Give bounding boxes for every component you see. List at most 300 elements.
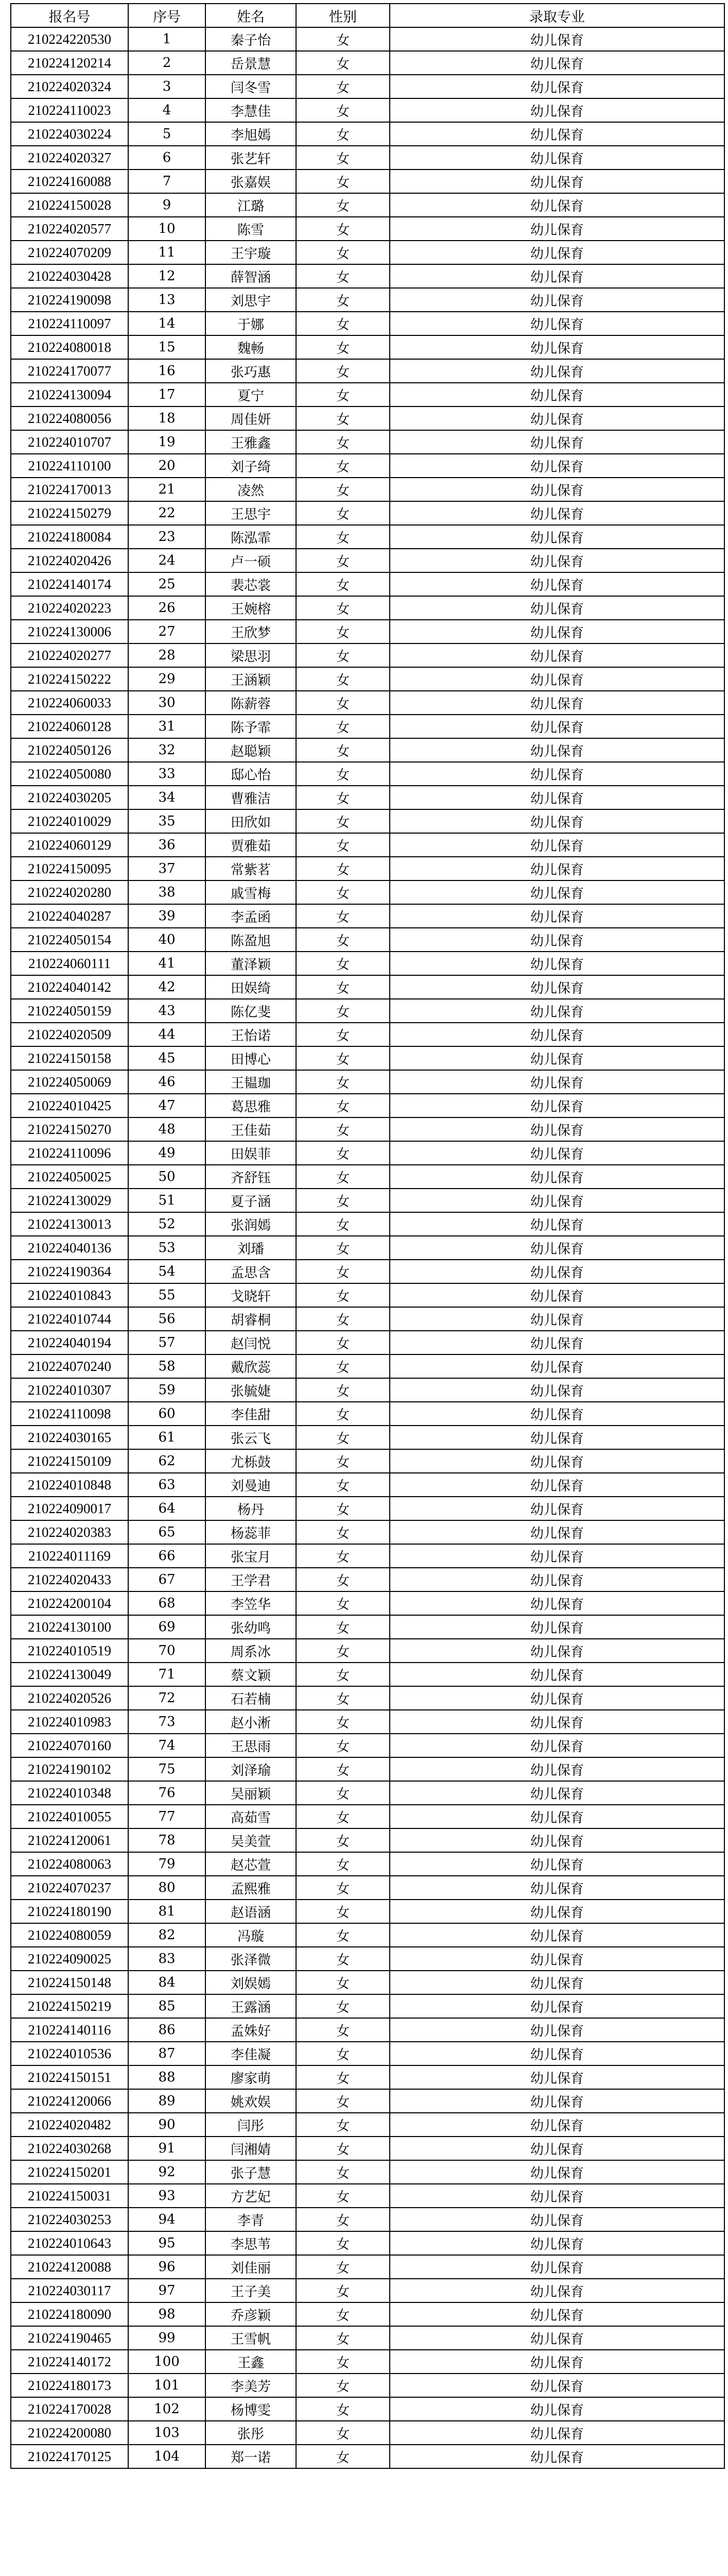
cell-registration-number: 210224170013 bbox=[11, 478, 128, 501]
cell-name: 贾雅茹 bbox=[205, 833, 296, 857]
cell-registration-number: 210224110023 bbox=[11, 98, 128, 122]
table-row bbox=[11, 2421, 724, 2445]
cell-gender: 女 bbox=[296, 2137, 390, 2160]
cell-gender: 女 bbox=[296, 1449, 390, 1473]
cell-gender: 女 bbox=[296, 170, 390, 193]
table-row bbox=[11, 1663, 724, 1686]
cell-gender: 女 bbox=[296, 335, 390, 359]
cell-admitted-major: 幼儿保育 bbox=[390, 2208, 724, 2231]
cell-registration-number: 210224050080 bbox=[11, 762, 128, 786]
cell-name: 刘佳丽 bbox=[205, 2255, 296, 2279]
table-row bbox=[11, 904, 724, 928]
cell-name: 李青 bbox=[205, 2208, 296, 2231]
cell-admitted-major: 幼儿保育 bbox=[390, 2421, 724, 2445]
cell-gender: 女 bbox=[296, 2231, 390, 2255]
cell-name: 杨丹 bbox=[205, 1497, 296, 1520]
cell-registration-number: 210224010744 bbox=[11, 1307, 128, 1331]
cell-serial-number: 49 bbox=[128, 1141, 205, 1165]
cell-registration-number: 210224050159 bbox=[11, 999, 128, 1023]
cell-gender: 女 bbox=[296, 572, 390, 596]
cell-registration-number: 210224180084 bbox=[11, 525, 128, 549]
cell-name: 戴欣蕊 bbox=[205, 1354, 296, 1378]
cell-name: 杨蕊菲 bbox=[205, 1520, 296, 1544]
table-row bbox=[11, 809, 724, 833]
cell-admitted-major: 幼儿保育 bbox=[390, 1900, 724, 1923]
table-row bbox=[11, 2184, 724, 2208]
cell-gender: 女 bbox=[296, 1710, 390, 1734]
cell-gender: 女 bbox=[296, 1971, 390, 1994]
cell-admitted-major: 幼儿保育 bbox=[390, 2160, 724, 2184]
cell-gender: 女 bbox=[296, 1331, 390, 1354]
cell-admitted-major: 幼儿保育 bbox=[390, 1307, 724, 1331]
cell-serial-number: 76 bbox=[128, 1781, 205, 1805]
cell-name: 冯璇 bbox=[205, 1923, 296, 1947]
table-row bbox=[11, 738, 724, 762]
cell-admitted-major: 幼儿保育 bbox=[390, 2397, 724, 2421]
cell-gender: 女 bbox=[296, 2208, 390, 2231]
cell-name: 岳景慧 bbox=[205, 51, 296, 75]
header-registration-number: 报名号 bbox=[11, 4, 128, 27]
table-row bbox=[11, 715, 724, 738]
cell-name: 赵小淅 bbox=[205, 1710, 296, 1734]
cell-name: 张巧惠 bbox=[205, 359, 296, 383]
cell-gender: 女 bbox=[296, 430, 390, 454]
table-row bbox=[11, 596, 724, 620]
cell-name: 刘思宇 bbox=[205, 288, 296, 312]
cell-name: 方艺妃 bbox=[205, 2184, 296, 2208]
table-row bbox=[11, 2255, 724, 2279]
cell-serial-number: 23 bbox=[128, 525, 205, 549]
cell-name: 张泽微 bbox=[205, 1947, 296, 1971]
cell-admitted-major: 幼儿保育 bbox=[390, 1852, 724, 1876]
cell-registration-number: 210224180190 bbox=[11, 1900, 128, 1923]
cell-serial-number: 75 bbox=[128, 1757, 205, 1781]
cell-admitted-major: 幼儿保育 bbox=[390, 1260, 724, 1283]
table-row bbox=[11, 406, 724, 430]
cell-admitted-major: 幼儿保育 bbox=[390, 264, 724, 288]
cell-serial-number: 82 bbox=[128, 1923, 205, 1947]
table-row bbox=[11, 1402, 724, 1426]
cell-serial-number: 16 bbox=[128, 359, 205, 383]
cell-registration-number: 210224130006 bbox=[11, 620, 128, 643]
table-row bbox=[11, 1828, 724, 1852]
cell-gender: 女 bbox=[296, 2445, 390, 2468]
cell-serial-number: 78 bbox=[128, 1828, 205, 1852]
cell-admitted-major: 幼儿保育 bbox=[390, 1639, 724, 1663]
cell-name: 乔彦颖 bbox=[205, 2302, 296, 2326]
cell-admitted-major: 幼儿保育 bbox=[390, 2184, 724, 2208]
cell-serial-number: 79 bbox=[128, 1852, 205, 1876]
cell-name: 李慧佳 bbox=[205, 98, 296, 122]
cell-serial-number: 21 bbox=[128, 478, 205, 501]
table-row bbox=[11, 975, 724, 999]
cell-admitted-major: 幼儿保育 bbox=[390, 1544, 724, 1568]
cell-admitted-major: 幼儿保育 bbox=[390, 2137, 724, 2160]
cell-admitted-major: 幼儿保育 bbox=[390, 1947, 724, 1971]
cell-name: 李孟函 bbox=[205, 904, 296, 928]
cell-serial-number: 98 bbox=[128, 2302, 205, 2326]
cell-gender: 女 bbox=[296, 1165, 390, 1189]
cell-serial-number: 68 bbox=[128, 1591, 205, 1615]
cell-admitted-major: 幼儿保育 bbox=[390, 1520, 724, 1544]
cell-gender: 女 bbox=[296, 1757, 390, 1781]
table-row bbox=[11, 1023, 724, 1046]
table-row bbox=[11, 786, 724, 809]
cell-admitted-major: 幼儿保育 bbox=[390, 1141, 724, 1165]
table-row bbox=[11, 1544, 724, 1568]
cell-gender: 女 bbox=[296, 146, 390, 170]
cell-admitted-major: 幼儿保育 bbox=[390, 952, 724, 975]
cell-gender: 女 bbox=[296, 1070, 390, 1094]
cell-name: 刘璠 bbox=[205, 1236, 296, 1260]
cell-registration-number: 210224120066 bbox=[11, 2089, 128, 2113]
cell-serial-number: 10 bbox=[128, 217, 205, 241]
cell-registration-number: 210224020433 bbox=[11, 1568, 128, 1591]
cell-gender: 女 bbox=[296, 2160, 390, 2184]
cell-admitted-major: 幼儿保育 bbox=[390, 1212, 724, 1236]
cell-serial-number: 91 bbox=[128, 2137, 205, 2160]
cell-registration-number: 210224030165 bbox=[11, 1426, 128, 1449]
table-row bbox=[11, 643, 724, 667]
cell-registration-number: 210224050025 bbox=[11, 1165, 128, 1189]
cell-gender: 女 bbox=[296, 1283, 390, 1307]
table-row bbox=[11, 312, 724, 335]
cell-serial-number: 13 bbox=[128, 288, 205, 312]
cell-registration-number: 210224020526 bbox=[11, 1686, 128, 1710]
cell-gender: 女 bbox=[296, 2113, 390, 2137]
cell-admitted-major: 幼儿保育 bbox=[390, 75, 724, 98]
cell-admitted-major: 幼儿保育 bbox=[390, 1663, 724, 1686]
cell-serial-number: 35 bbox=[128, 809, 205, 833]
cell-name: 陈雪 bbox=[205, 217, 296, 241]
cell-registration-number: 210224010707 bbox=[11, 430, 128, 454]
cell-registration-number: 210224190102 bbox=[11, 1757, 128, 1781]
cell-gender: 女 bbox=[296, 1189, 390, 1212]
cell-name: 张宝月 bbox=[205, 1544, 296, 1568]
cell-registration-number: 210224040136 bbox=[11, 1236, 128, 1260]
cell-name: 李思苇 bbox=[205, 2231, 296, 2255]
cell-serial-number: 85 bbox=[128, 1994, 205, 2018]
cell-gender: 女 bbox=[296, 2042, 390, 2065]
cell-serial-number: 43 bbox=[128, 999, 205, 1023]
cell-admitted-major: 幼儿保育 bbox=[390, 549, 724, 572]
cell-admitted-major: 幼儿保育 bbox=[390, 904, 724, 928]
cell-serial-number: 103 bbox=[128, 2421, 205, 2445]
cell-gender: 女 bbox=[296, 1900, 390, 1923]
cell-name: 闫彤 bbox=[205, 2113, 296, 2137]
cell-admitted-major: 幼儿保育 bbox=[390, 1023, 724, 1046]
table-row bbox=[11, 2374, 724, 2397]
cell-gender: 女 bbox=[296, 359, 390, 383]
cell-gender: 女 bbox=[296, 620, 390, 643]
table-row bbox=[11, 383, 724, 406]
cell-admitted-major: 幼儿保育 bbox=[390, 857, 724, 880]
table-row bbox=[11, 1686, 724, 1710]
cell-serial-number: 6 bbox=[128, 146, 205, 170]
cell-name: 王涵颖 bbox=[205, 667, 296, 691]
cell-gender: 女 bbox=[296, 738, 390, 762]
cell-serial-number: 2 bbox=[128, 51, 205, 75]
table-body bbox=[11, 27, 724, 2468]
header-row bbox=[11, 4, 724, 27]
cell-serial-number: 58 bbox=[128, 1354, 205, 1378]
cell-name: 王佳茹 bbox=[205, 1117, 296, 1141]
cell-admitted-major: 幼儿保育 bbox=[390, 51, 724, 75]
cell-admitted-major: 幼儿保育 bbox=[390, 643, 724, 667]
table-row bbox=[11, 2089, 724, 2113]
cell-serial-number: 55 bbox=[128, 1283, 205, 1307]
cell-admitted-major: 幼儿保育 bbox=[390, 27, 724, 51]
table-row bbox=[11, 2042, 724, 2065]
cell-name: 廖家萌 bbox=[205, 2065, 296, 2089]
cell-serial-number: 11 bbox=[128, 241, 205, 264]
header-serial-number: 序号 bbox=[128, 4, 205, 27]
table-row bbox=[11, 1260, 724, 1283]
cell-registration-number: 210224150148 bbox=[11, 1971, 128, 1994]
cell-registration-number: 210224020482 bbox=[11, 2113, 128, 2137]
cell-gender: 女 bbox=[296, 406, 390, 430]
cell-admitted-major: 幼儿保育 bbox=[390, 880, 724, 904]
cell-serial-number: 62 bbox=[128, 1449, 205, 1473]
cell-gender: 女 bbox=[296, 2065, 390, 2089]
cell-name: 王宇璇 bbox=[205, 241, 296, 264]
cell-registration-number: 210224170125 bbox=[11, 2445, 128, 2468]
cell-serial-number: 22 bbox=[128, 501, 205, 525]
cell-gender: 女 bbox=[296, 1046, 390, 1070]
cell-serial-number: 7 bbox=[128, 170, 205, 193]
cell-registration-number: 210224060111 bbox=[11, 952, 128, 975]
cell-name: 夏宁 bbox=[205, 383, 296, 406]
cell-gender: 女 bbox=[296, 1734, 390, 1757]
table-row bbox=[11, 1117, 724, 1141]
cell-admitted-major: 幼儿保育 bbox=[390, 809, 724, 833]
cell-gender: 女 bbox=[296, 1212, 390, 1236]
cell-admitted-major: 幼儿保育 bbox=[390, 1805, 724, 1828]
cell-gender: 女 bbox=[296, 1947, 390, 1971]
cell-admitted-major: 幼儿保育 bbox=[390, 1117, 724, 1141]
cell-registration-number: 210224140174 bbox=[11, 572, 128, 596]
cell-registration-number: 210224010348 bbox=[11, 1781, 128, 1805]
cell-name: 江璐 bbox=[205, 193, 296, 217]
cell-registration-number: 210224040287 bbox=[11, 904, 128, 928]
cell-name: 王雪帆 bbox=[205, 2326, 296, 2350]
cell-registration-number: 210224010536 bbox=[11, 2042, 128, 2065]
cell-admitted-major: 幼儿保育 bbox=[390, 1828, 724, 1852]
cell-admitted-major: 幼儿保育 bbox=[390, 1497, 724, 1520]
cell-name: 刘子绮 bbox=[205, 454, 296, 478]
cell-name: 杨博雯 bbox=[205, 2397, 296, 2421]
cell-serial-number: 71 bbox=[128, 1663, 205, 1686]
cell-gender: 女 bbox=[296, 786, 390, 809]
cell-gender: 女 bbox=[296, 501, 390, 525]
cell-registration-number: 210224030224 bbox=[11, 122, 128, 146]
cell-admitted-major: 幼儿保育 bbox=[390, 98, 724, 122]
cell-admitted-major: 幼儿保育 bbox=[390, 596, 724, 620]
cell-serial-number: 89 bbox=[128, 2089, 205, 2113]
cell-admitted-major: 幼儿保育 bbox=[390, 1331, 724, 1354]
cell-gender: 女 bbox=[296, 1141, 390, 1165]
cell-registration-number: 210224020277 bbox=[11, 643, 128, 667]
table-row bbox=[11, 146, 724, 170]
cell-serial-number: 47 bbox=[128, 1094, 205, 1117]
cell-registration-number: 210224070160 bbox=[11, 1734, 128, 1757]
cell-gender: 女 bbox=[296, 1994, 390, 2018]
cell-name: 孟熙雅 bbox=[205, 1876, 296, 1900]
table-row bbox=[11, 1947, 724, 1971]
table-row bbox=[11, 2208, 724, 2231]
cell-registration-number: 210224120214 bbox=[11, 51, 128, 75]
cell-serial-number: 56 bbox=[128, 1307, 205, 1331]
cell-registration-number: 210224030428 bbox=[11, 264, 128, 288]
cell-serial-number: 72 bbox=[128, 1686, 205, 1710]
cell-admitted-major: 幼儿保育 bbox=[390, 1568, 724, 1591]
cell-admitted-major: 幼儿保育 bbox=[390, 1402, 724, 1426]
cell-registration-number: 210224020223 bbox=[11, 596, 128, 620]
cell-serial-number: 1 bbox=[128, 27, 205, 51]
cell-gender: 女 bbox=[296, 1236, 390, 1260]
table-row bbox=[11, 1900, 724, 1923]
cell-serial-number: 95 bbox=[128, 2231, 205, 2255]
cell-registration-number: 210224010425 bbox=[11, 1094, 128, 1117]
cell-gender: 女 bbox=[296, 928, 390, 952]
cell-registration-number: 210224010843 bbox=[11, 1283, 128, 1307]
cell-serial-number: 28 bbox=[128, 643, 205, 667]
cell-serial-number: 25 bbox=[128, 572, 205, 596]
cell-gender: 女 bbox=[296, 122, 390, 146]
cell-registration-number: 210224170077 bbox=[11, 359, 128, 383]
table-row bbox=[11, 2113, 724, 2137]
cell-admitted-major: 幼儿保育 bbox=[390, 1591, 724, 1615]
cell-serial-number: 14 bbox=[128, 312, 205, 335]
table-row bbox=[11, 1639, 724, 1663]
cell-gender: 女 bbox=[296, 667, 390, 691]
cell-registration-number: 210224020327 bbox=[11, 146, 128, 170]
cell-registration-number: 210224011169 bbox=[11, 1544, 128, 1568]
cell-admitted-major: 幼儿保育 bbox=[390, 406, 724, 430]
cell-gender: 女 bbox=[296, 857, 390, 880]
cell-serial-number: 19 bbox=[128, 430, 205, 454]
table-row bbox=[11, 1236, 724, 1260]
cell-registration-number: 210224030117 bbox=[11, 2279, 128, 2302]
cell-name: 魏畅 bbox=[205, 335, 296, 359]
cell-serial-number: 9 bbox=[128, 193, 205, 217]
cell-serial-number: 59 bbox=[128, 1378, 205, 1402]
cell-name: 姚欢娱 bbox=[205, 2089, 296, 2113]
cell-serial-number: 36 bbox=[128, 833, 205, 857]
cell-serial-number: 30 bbox=[128, 691, 205, 715]
cell-registration-number: 210224060128 bbox=[11, 715, 128, 738]
cell-admitted-major: 幼儿保育 bbox=[390, 1070, 724, 1094]
cell-registration-number: 210224110096 bbox=[11, 1141, 128, 1165]
cell-gender: 女 bbox=[296, 549, 390, 572]
cell-name: 闫湘婧 bbox=[205, 2137, 296, 2160]
cell-serial-number: 102 bbox=[128, 2397, 205, 2421]
cell-gender: 女 bbox=[296, 1307, 390, 1331]
table-row bbox=[11, 193, 724, 217]
cell-admitted-major: 幼儿保育 bbox=[390, 2302, 724, 2326]
cell-gender: 女 bbox=[296, 2421, 390, 2445]
cell-name: 赵语涵 bbox=[205, 1900, 296, 1923]
cell-serial-number: 31 bbox=[128, 715, 205, 738]
cell-gender: 女 bbox=[296, 952, 390, 975]
header-admitted-major: 录取专业 bbox=[390, 4, 724, 27]
cell-serial-number: 83 bbox=[128, 1947, 205, 1971]
cell-name: 闫冬雪 bbox=[205, 75, 296, 98]
cell-name: 石若楠 bbox=[205, 1686, 296, 1710]
cell-serial-number: 17 bbox=[128, 383, 205, 406]
table-row bbox=[11, 1449, 724, 1473]
cell-gender: 女 bbox=[296, 1094, 390, 1117]
cell-gender: 女 bbox=[296, 1923, 390, 1947]
cell-admitted-major: 幼儿保育 bbox=[390, 312, 724, 335]
cell-registration-number: 210224150028 bbox=[11, 193, 128, 217]
cell-name: 齐舒钰 bbox=[205, 1165, 296, 1189]
cell-name: 戚雪梅 bbox=[205, 880, 296, 904]
table-row bbox=[11, 880, 724, 904]
cell-registration-number: 210224040194 bbox=[11, 1331, 128, 1354]
cell-serial-number: 27 bbox=[128, 620, 205, 643]
table-row bbox=[11, 691, 724, 715]
cell-gender: 女 bbox=[296, 762, 390, 786]
cell-name: 田欣如 bbox=[205, 809, 296, 833]
cell-serial-number: 20 bbox=[128, 454, 205, 478]
cell-name: 张嘉娱 bbox=[205, 170, 296, 193]
cell-serial-number: 81 bbox=[128, 1900, 205, 1923]
cell-serial-number: 48 bbox=[128, 1117, 205, 1141]
cell-registration-number: 210224190098 bbox=[11, 288, 128, 312]
cell-name: 邸心怡 bbox=[205, 762, 296, 786]
table-row bbox=[11, 1852, 724, 1876]
cell-name: 王韫珈 bbox=[205, 1070, 296, 1094]
cell-name: 陈盈旭 bbox=[205, 928, 296, 952]
table-row bbox=[11, 2326, 724, 2350]
cell-registration-number: 210224020509 bbox=[11, 1023, 128, 1046]
cell-name: 王思宇 bbox=[205, 501, 296, 525]
cell-serial-number: 51 bbox=[128, 1189, 205, 1212]
cell-serial-number: 5 bbox=[128, 122, 205, 146]
cell-admitted-major: 幼儿保育 bbox=[390, 2018, 724, 2042]
cell-name: 田娱菲 bbox=[205, 1141, 296, 1165]
cell-gender: 女 bbox=[296, 880, 390, 904]
cell-gender: 女 bbox=[296, 1426, 390, 1449]
cell-gender: 女 bbox=[296, 478, 390, 501]
cell-serial-number: 93 bbox=[128, 2184, 205, 2208]
cell-gender: 女 bbox=[296, 98, 390, 122]
cell-registration-number: 210224030253 bbox=[11, 2208, 128, 2231]
cell-registration-number: 210224050154 bbox=[11, 928, 128, 952]
table-row bbox=[11, 1568, 724, 1591]
cell-admitted-major: 幼儿保育 bbox=[390, 1473, 724, 1497]
cell-gender: 女 bbox=[296, 454, 390, 478]
cell-name: 李佳甜 bbox=[205, 1402, 296, 1426]
cell-gender: 女 bbox=[296, 904, 390, 928]
cell-name: 常紫茗 bbox=[205, 857, 296, 880]
cell-gender: 女 bbox=[296, 1473, 390, 1497]
cell-admitted-major: 幼儿保育 bbox=[390, 2113, 724, 2137]
cell-gender: 女 bbox=[296, 2184, 390, 2208]
cell-admitted-major: 幼儿保育 bbox=[390, 2089, 724, 2113]
table-row bbox=[11, 1520, 724, 1544]
cell-name: 裴芯裳 bbox=[205, 572, 296, 596]
cell-name: 曹雅洁 bbox=[205, 786, 296, 809]
cell-gender: 女 bbox=[296, 1568, 390, 1591]
cell-serial-number: 12 bbox=[128, 264, 205, 288]
table-row bbox=[11, 762, 724, 786]
cell-registration-number: 210224120061 bbox=[11, 1828, 128, 1852]
cell-registration-number: 210224130049 bbox=[11, 1663, 128, 1686]
cell-registration-number: 210224180173 bbox=[11, 2374, 128, 2397]
cell-name: 张彤 bbox=[205, 2421, 296, 2445]
